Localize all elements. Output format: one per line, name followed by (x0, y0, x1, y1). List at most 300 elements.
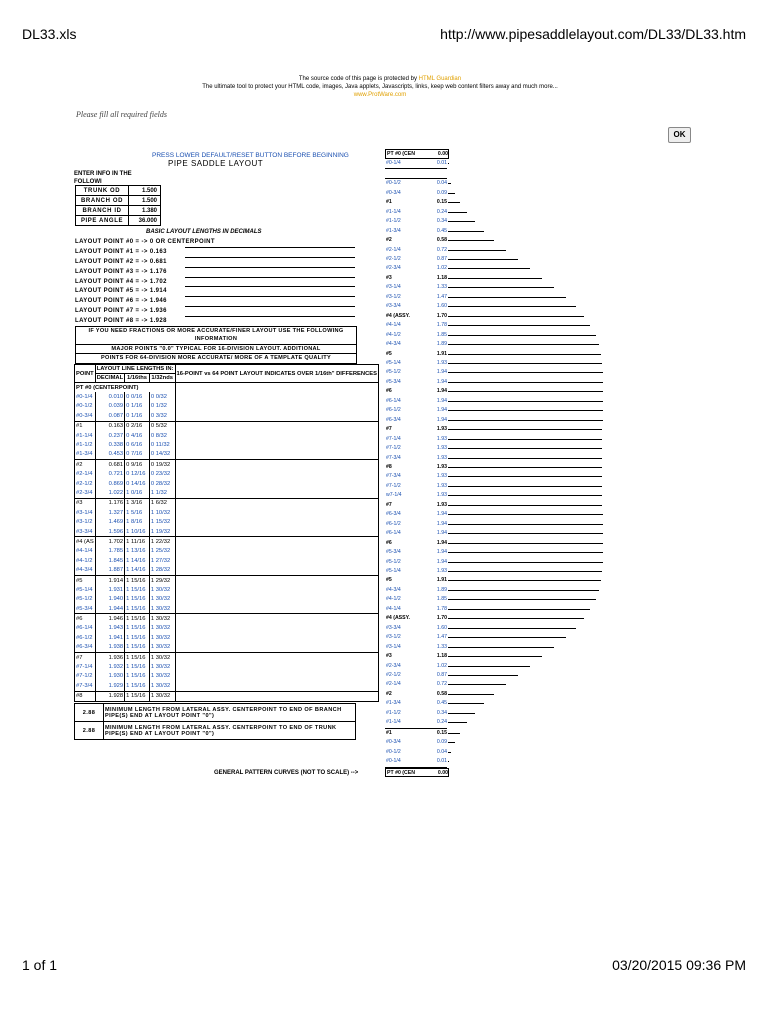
curve-point-label: #1-3/4 (386, 700, 401, 707)
curve-row (385, 293, 585, 302)
curve-row (385, 340, 585, 349)
curve-point-label: #5-3/4 (386, 549, 401, 556)
layout-point-underline (185, 277, 355, 278)
curve-bar (448, 278, 542, 279)
curve-point-value: 0.24 (436, 208, 447, 215)
curve-row (385, 283, 585, 292)
curve-row (385, 501, 585, 510)
curve-bar (448, 439, 602, 440)
curve-point-label: #2-1/4 (386, 681, 401, 688)
curve-point-value: 1.93 (436, 426, 447, 433)
input-row-trunk-od (76, 186, 161, 196)
curve-point-value: 1.93 (436, 454, 447, 461)
curve-bar (448, 495, 602, 496)
table-row (75, 547, 379, 556)
table-row (75, 383, 379, 393)
curve-point-value: 1.94 (436, 378, 447, 385)
thirtyseconds-cell: 1 30/32 (149, 643, 175, 653)
col-header-layout-lengths: LAYOUT LINE LENGTHS IN: (96, 366, 174, 372)
thirtyseconds-cell: 0 14/32 (149, 450, 175, 460)
table-row (75, 633, 379, 642)
curve-row (385, 444, 585, 453)
enter-info-label: ENTER INFO IN THE FOLLOWI (74, 171, 132, 185)
curve-point-label: #4-1/4 (386, 605, 401, 612)
table-header-row (75, 365, 379, 374)
decimal-cell: 0.039 (95, 402, 124, 411)
difference-cell (175, 488, 379, 498)
thirtyseconds-cell: 1 28/32 (149, 565, 175, 575)
curve-row (385, 331, 585, 340)
decimal-cell: 1.931 (95, 585, 124, 594)
curve-bar (448, 231, 484, 232)
decimal-cell: 1.946 (95, 614, 124, 624)
difference-cell (175, 672, 379, 681)
sixteenths-cell: 1 15/16 (125, 643, 150, 653)
sixteenths-cell: 0 6/16 (125, 440, 150, 449)
point-cell: #3-1/2 (75, 517, 96, 526)
curve-point-label: w7-1/4 (386, 492, 402, 499)
curve-point-value: 0.15 (436, 729, 447, 736)
point-cell: #4-1/4 (75, 547, 96, 556)
sixteenths-cell: 0 0/16 (125, 392, 150, 401)
curve-point-value: 1.47 (436, 293, 447, 300)
point-cell: #5-3/4 (75, 604, 96, 614)
ok-button[interactable]: OK (668, 127, 691, 143)
curve-bar (448, 268, 530, 269)
table-row (75, 614, 379, 624)
sixteenths-cell: 1 15/16 (125, 624, 150, 633)
curve-point-label: #2-3/4 (386, 662, 401, 669)
sixteenths-cell: 1 11/16 (125, 537, 150, 547)
thirtyseconds-cell: 1 22/32 (149, 537, 175, 547)
point-cell: #7 (75, 652, 96, 662)
print-header-url: http://www.pipesaddlelayout.com/DL33/DL33.htm (440, 26, 746, 42)
decimal-cell: 1.929 (95, 681, 124, 691)
curve-row (385, 491, 585, 500)
layout-point-text: LAYOUT POINT #1 = -> 0.163 (75, 248, 167, 255)
curve-point-value: 1.94 (436, 558, 447, 565)
curve-point-label: #1-1/4 (386, 208, 401, 215)
curve-point-value: 1.78 (436, 605, 447, 612)
curve-row (385, 652, 585, 661)
curve-bar (448, 363, 602, 364)
curve-row (385, 586, 585, 595)
curve-point-value: 1.93 (436, 567, 447, 574)
decimal-cell: 1.936 (95, 652, 124, 662)
curve-point-value: 1.94 (436, 416, 447, 423)
table-row (75, 681, 379, 691)
curve-row (385, 680, 585, 689)
table-row (75, 575, 379, 585)
difference-cell (175, 595, 379, 604)
thirtyseconds-cell: 1 15/32 (149, 517, 175, 526)
layout-point-text: LAYOUT POINT #7 = -> 1.936 (75, 308, 167, 315)
curve-point-value: 1.18 (436, 274, 447, 281)
curve-bar (448, 306, 576, 307)
difference-cell (175, 508, 379, 517)
curve-bar (448, 325, 590, 326)
layout-point-line (75, 308, 355, 318)
thirtyseconds-cell: 1 10/32 (149, 508, 175, 517)
table-row (75, 556, 379, 565)
curve-point-label: #2-1/4 (386, 246, 401, 253)
branch-od-field[interactable]: 1.500 (129, 196, 161, 206)
curve-point-value: 1.93 (436, 445, 447, 452)
curve-row (385, 643, 585, 652)
layout-point-underline (185, 306, 355, 307)
curve-point-label: PT #0 (CEN (387, 769, 415, 776)
thirtyseconds-cell: 1 29/32 (149, 575, 175, 585)
table-row (75, 402, 379, 411)
point-cell: #6-3/4 (75, 643, 96, 653)
table-row (75, 565, 379, 575)
curve-row (385, 729, 585, 738)
pipe-angle-field[interactable]: 36.000 (129, 216, 161, 226)
curve-bar (448, 240, 494, 241)
decimal-cell: 1.914 (95, 575, 124, 585)
curve-bar (448, 552, 603, 553)
curve-bar (448, 684, 506, 685)
curve-row (385, 302, 585, 311)
curve-point-value: 1.93 (436, 464, 447, 470)
curve-point-value: 0.87 (436, 256, 447, 263)
curve-point-value: 1.94 (436, 520, 447, 527)
curve-row (385, 454, 585, 463)
point-cell: #2 (75, 460, 96, 470)
table-row (75, 652, 379, 662)
point-cell: #3-3/4 (75, 527, 96, 537)
curve-bar (448, 221, 475, 222)
curve-point-label: #7-1/4 (386, 435, 401, 442)
layout-point-underline (185, 257, 355, 258)
point-cell: #7-1/4 (75, 662, 96, 671)
curve-point-label: #3-3/4 (386, 624, 401, 631)
curve-point-label: #5-3/4 (386, 378, 401, 385)
input-row-branch-id (76, 206, 161, 216)
sixteenths-cell: 1 5/16 (125, 508, 150, 517)
decimal-cell: 1.943 (95, 624, 124, 633)
input-table (75, 185, 161, 226)
curve-point-label: #7-1/2 (386, 482, 401, 489)
sixteenths-cell: 0 1/16 (125, 411, 150, 421)
curve-row (385, 510, 585, 519)
decimal-cell: 1.702 (95, 537, 124, 547)
curve-point-label: #2 (386, 237, 392, 244)
curve-row (385, 472, 585, 481)
point-cell: #4-3/4 (75, 565, 96, 575)
layout-point-text: LAYOUT POINT #6 = -> 1.946 (75, 298, 167, 305)
curve-point-value: 0.72 (436, 246, 447, 253)
curve-row (385, 255, 585, 264)
curve-bar (448, 694, 494, 695)
curve-point-value: 1.33 (436, 284, 447, 291)
curve-point-label: #0-1/2 (386, 180, 401, 187)
sixteenths-cell: 0 12/16 (125, 470, 150, 479)
curve-row (385, 387, 585, 396)
thirtyseconds-cell: 0 11/32 (149, 440, 175, 449)
table-row (75, 431, 379, 440)
point-cell: #1-1/4 (75, 431, 96, 440)
curve-point-label: #2-1/2 (386, 671, 401, 678)
point-cell: #0-1/2 (75, 402, 96, 411)
curve-bar (448, 429, 602, 430)
table-row (75, 585, 379, 594)
point-cell: #5-1/2 (75, 595, 96, 604)
point-cell: #6 (75, 614, 96, 624)
curve-point-value: 0.45 (436, 227, 447, 234)
thirtyseconds-cell: 0 5/32 (149, 421, 175, 431)
decimal-cell: 0.869 (95, 479, 124, 488)
curve-point-label: PT #0 (CEN (387, 151, 415, 157)
layout-point-underline (185, 296, 355, 297)
table-row (75, 411, 379, 421)
curve-row (385, 159, 447, 169)
curve-point-label: #7-1/2 (386, 445, 401, 452)
curve-bar (448, 391, 603, 392)
curve-point-value: 1.94 (436, 407, 447, 414)
min-length-text: MINIMUM LENGTH FROM LATERAL ASSY. CENTERPOINT TO END OF BRANCH PIPE(S) END AT LAYOUT POINT "0") (104, 704, 356, 722)
sixteenths-cell: 1 15/16 (125, 585, 150, 594)
input-label: TRUNK OD (76, 186, 129, 196)
curve-point-value: 1.91 (436, 350, 447, 357)
table-row (75, 691, 379, 701)
difference-cell (175, 479, 379, 488)
layout-point-line (75, 288, 355, 298)
curve-point-label: #4-1/2 (386, 596, 401, 603)
curve-point-value: 0.04 (436, 748, 447, 755)
curve-point-label: #5-1/4 (386, 360, 401, 367)
sixteenths-cell: 1 15/16 (125, 662, 150, 671)
curve-point-label: #5 (386, 577, 392, 584)
curve-point-value: 1.89 (436, 586, 447, 593)
curve-point-label: #1-3/4 (386, 227, 401, 234)
decimal-cell: 1.944 (95, 604, 124, 614)
curve-point-label: #2 (386, 690, 392, 697)
layout-point-underline (185, 267, 355, 268)
sixteenths-cell: 1 15/16 (125, 575, 150, 585)
notice-brand-link[interactable]: HTML Guardian (418, 76, 462, 82)
table-row (75, 662, 379, 671)
centerpoint-cell: PT #0 (CENTERPOINT) (75, 383, 176, 393)
curve-bar (448, 382, 603, 383)
curve-point-label: #6-3/4 (386, 511, 401, 518)
layout-point-line (75, 259, 355, 269)
curve-bar (448, 628, 576, 629)
curve-point-value: 1.85 (436, 596, 447, 603)
curve-point-value: 1.93 (436, 360, 447, 367)
curve-point-label: #0-1/4 (386, 159, 401, 166)
thirtyseconds-cell: 1 30/32 (149, 595, 175, 604)
input-label: PIPE ANGLE (76, 216, 129, 226)
curve-point-value: 1.78 (436, 322, 447, 329)
curve-row (385, 633, 585, 642)
curve-point-value: 0.15 (436, 199, 447, 206)
curve-point-value: 1.18 (436, 653, 447, 660)
point-cell: #5 (75, 575, 96, 585)
curve-point-value: 1.93 (436, 482, 447, 489)
curve-row (385, 236, 585, 245)
table-row (75, 517, 379, 526)
press-reset-note: PRESS LOWER DEFAULT/RESET BUTTON BEFORE BEGINNING (152, 152, 349, 159)
curve-row (385, 189, 585, 198)
decimal-cell: 1.938 (95, 643, 124, 653)
sixteenths-cell: 1 15/16 (125, 681, 150, 691)
curve-point-value: 1.93 (436, 435, 447, 442)
curve-row (385, 435, 585, 444)
thirtyseconds-cell: 1 30/32 (149, 633, 175, 642)
thirtyseconds-cell: 0 3/32 (149, 411, 175, 421)
decimal-cell: 0.453 (95, 450, 124, 460)
sixteenths-cell: 1 15/16 (125, 672, 150, 681)
curve-point-label: #0-3/4 (386, 189, 401, 196)
point-cell: #2-3/4 (75, 488, 96, 498)
curve-row (385, 558, 585, 567)
table-row (75, 488, 379, 498)
sixteenths-cell: 0 1/16 (125, 402, 150, 411)
curve-point-label: #3 (386, 653, 392, 660)
decimal-cell: 0.010 (95, 392, 124, 401)
curve-row (385, 321, 585, 330)
curve-row (385, 671, 585, 680)
curve-point-label: #5-1/2 (386, 558, 401, 565)
difference-cell (175, 662, 379, 671)
point-cell: #7-1/2 (75, 672, 96, 681)
thirtyseconds-cell: 1 30/32 (149, 614, 175, 624)
curve-point-label: #2-1/2 (386, 256, 401, 263)
curve-row (385, 227, 585, 236)
thirtyseconds-cell: 0 28/32 (149, 479, 175, 488)
curve-row (385, 567, 585, 576)
general-pattern-label: GENERAL PATTERN CURVES (NOT TO SCALE) --> (214, 770, 359, 776)
thirtyseconds-cell: 1 1/32 (149, 488, 175, 498)
sixteenths-cell: 0 14/16 (125, 479, 150, 488)
curve-point-value: 0.58 (436, 237, 447, 244)
curve-bar (448, 372, 603, 373)
table-row (75, 479, 379, 488)
curve-bar (448, 448, 602, 449)
curve-bar (448, 666, 530, 667)
table-row (75, 460, 379, 470)
curve-row (385, 520, 585, 529)
curve-point-value: 0.87 (436, 671, 447, 678)
curve-point-label: #4-1/4 (386, 322, 401, 329)
decimal-cell: 0.163 (95, 421, 124, 431)
sixteenths-cell: 1 15/16 (125, 614, 150, 624)
curve-point-value: 1.89 (436, 341, 447, 348)
table-row (75, 440, 379, 449)
curve-bar (448, 742, 455, 743)
branch-id-field[interactable]: 1.380 (129, 206, 161, 216)
difference-cell (175, 604, 379, 614)
curve-bar (448, 722, 467, 723)
min-length-table (74, 703, 356, 740)
notice-site-link[interactable]: www.ProtWare.com (353, 92, 407, 98)
difference-cell (175, 411, 379, 421)
curve-point-value: 0.01 (436, 758, 447, 765)
min-length-value: 2.88 (75, 722, 104, 740)
point-cell: #5-1/4 (75, 585, 96, 594)
curve-point-value: 1.91 (436, 577, 447, 584)
sixteenths-cell: 1 15/16 (125, 691, 150, 701)
curve-bar (448, 609, 590, 610)
curve-bar (448, 703, 484, 704)
decimal-cell: 0.087 (95, 411, 124, 421)
curve-row (385, 605, 585, 614)
sixteenths-cell: 0 9/16 (125, 460, 150, 470)
curve-row (385, 699, 585, 708)
curve-row (385, 595, 585, 604)
trunk-od-field[interactable]: 1.500 (129, 186, 161, 196)
curve-point-value: 1.02 (436, 662, 447, 669)
curve-bar (448, 647, 554, 648)
input-row-branch-od (76, 196, 161, 206)
thirtyseconds-cell: 1 30/32 (149, 691, 175, 701)
decimal-cell: 0.338 (95, 440, 124, 449)
curve-point-value: 1.47 (436, 634, 447, 641)
col-header-32nds: 1/32nds (149, 374, 175, 383)
table-row (75, 643, 379, 653)
decimal-cell: 1.327 (95, 508, 124, 517)
curve-bar (448, 354, 601, 355)
curve-point-label: #5 (386, 350, 392, 357)
input-label: BRANCH ID (76, 206, 129, 216)
point-cell: #1-3/4 (75, 450, 96, 460)
layout-point-text: LAYOUT POINT #3 = -> 1.176 (75, 268, 167, 275)
point-cell: #1-1/2 (75, 440, 96, 449)
decimal-cell: 1.932 (95, 662, 124, 671)
difference-cell (175, 565, 379, 575)
difference-cell (175, 556, 379, 565)
curve-point-value: 1.94 (436, 397, 447, 404)
decimal-cell: 0.237 (95, 431, 124, 440)
curve-point-value: 0.34 (436, 709, 447, 716)
difference-cell (175, 450, 379, 460)
thirtyseconds-cell: 1 30/32 (149, 662, 175, 671)
curve-point-value: 1.93 (436, 501, 447, 508)
thirtyseconds-cell: 0 23/32 (149, 470, 175, 479)
layout-point-line (75, 249, 355, 259)
curve-bar (448, 316, 584, 317)
decimal-cell: 1.930 (95, 672, 124, 681)
curve-point-label: #6-1/4 (386, 530, 401, 537)
col-header-point: POINT (75, 365, 96, 383)
curve-point-label: #3-1/4 (386, 284, 401, 291)
sixteenths-cell: 1 14/16 (125, 556, 150, 565)
curve-row (385, 463, 585, 472)
table-row (75, 421, 379, 431)
curve-point-value: 1.02 (436, 265, 447, 272)
sixteenths-cell: 1 14/16 (125, 565, 150, 575)
curve-row (385, 539, 585, 548)
print-footer-timestamp: 03/20/2015 09:36 PM (612, 957, 746, 973)
fractions-info-box (75, 326, 357, 364)
curve-point-value: 1.33 (436, 643, 447, 650)
table-row (75, 624, 379, 633)
curve-row (385, 416, 585, 425)
curve-point-label: #3-1/2 (386, 293, 401, 300)
thirtyseconds-cell: 1 30/32 (149, 585, 175, 594)
curve-bar (448, 287, 554, 288)
curve-row (385, 529, 585, 538)
curve-point-label: #5-1/2 (386, 369, 401, 376)
thirtyseconds-cell: 1 19/32 (149, 527, 175, 537)
curve-bar (448, 193, 455, 194)
sixteenths-cell: 1 3/16 (125, 498, 150, 508)
point-cell: #0-1/4 (75, 392, 96, 401)
curve-point-label: #6-1/4 (386, 397, 401, 404)
col-header-16ths: 1/16ths (125, 374, 150, 383)
pattern-curve-column (385, 149, 585, 777)
